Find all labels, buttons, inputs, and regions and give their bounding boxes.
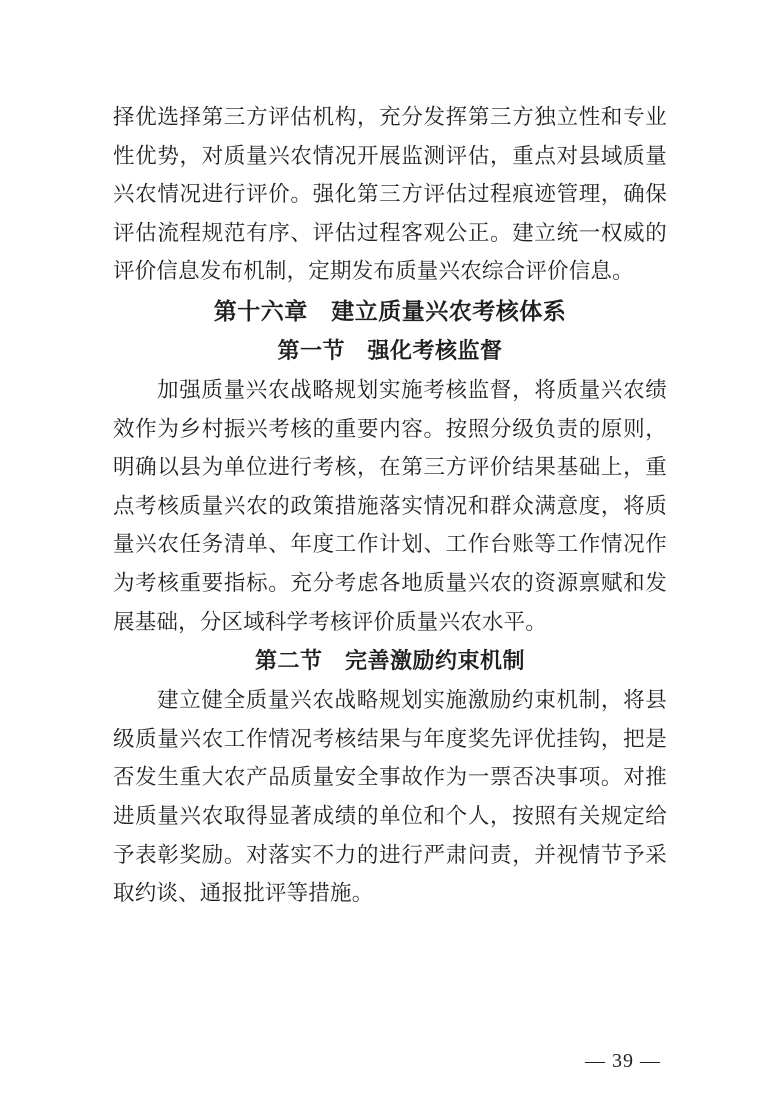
page-number: 39 xyxy=(612,1050,634,1072)
chapter-heading: 第十六章 建立质量兴农考核体系 xyxy=(213,297,567,324)
paragraph-continuation: 择优选择第三方评估机构，充分发挥第三方独立性和专业性优势，对质量兴农情况开展监测评估，重点对县域质量兴农情况进行评价。强化第三方评估过程痕迹管理，确保评估流程规范有序、评估过程客观公正。建立统一权威的评价信息发布机制，定期发布质量兴农综合评价信息。 xyxy=(113,105,667,284)
section-2-heading: 第二节 完善激励约束机制 xyxy=(254,648,525,674)
paragraph-section-2: 建立健全质量兴农战略规划实施激励约束机制，将县级质量兴农工作情况考核结果与年度奖先评优挂钩，把是否发生重大农产品质量安全事故作为一票否决事项。对推进质量兴农取得显著成绩的单位和个人，按照有关规定给予表彰奖励。对落实不力的进行严肃问责，并视情节予采取约谈、通报批评等措施。 xyxy=(113,688,667,906)
section-1-heading: 第一节 强化考核监督 xyxy=(277,337,503,363)
footer-dash-right: — xyxy=(640,1050,661,1072)
footer-dash-left: — xyxy=(585,1050,606,1072)
page-footer xyxy=(555,1022,667,1100)
paragraph-section-1: 加强质量兴农战略规划实施考核监督，将质量兴农绩效作为乡村振兴考核的重要内容。按照分级负责的原则，明确以县为单位进行考核，在第三方评价结果基础上，重点考核质量兴农的政策措施落实情况和群众满意度，将质量兴农任务清单、年度工作计划、工作台账等工作情况作为考核重要指标。充分考虑各地质量兴农的资源禀赋和发展基础，分区域科学考核评价质量兴农水平。 xyxy=(113,377,667,634)
page-body xyxy=(113,98,667,913)
